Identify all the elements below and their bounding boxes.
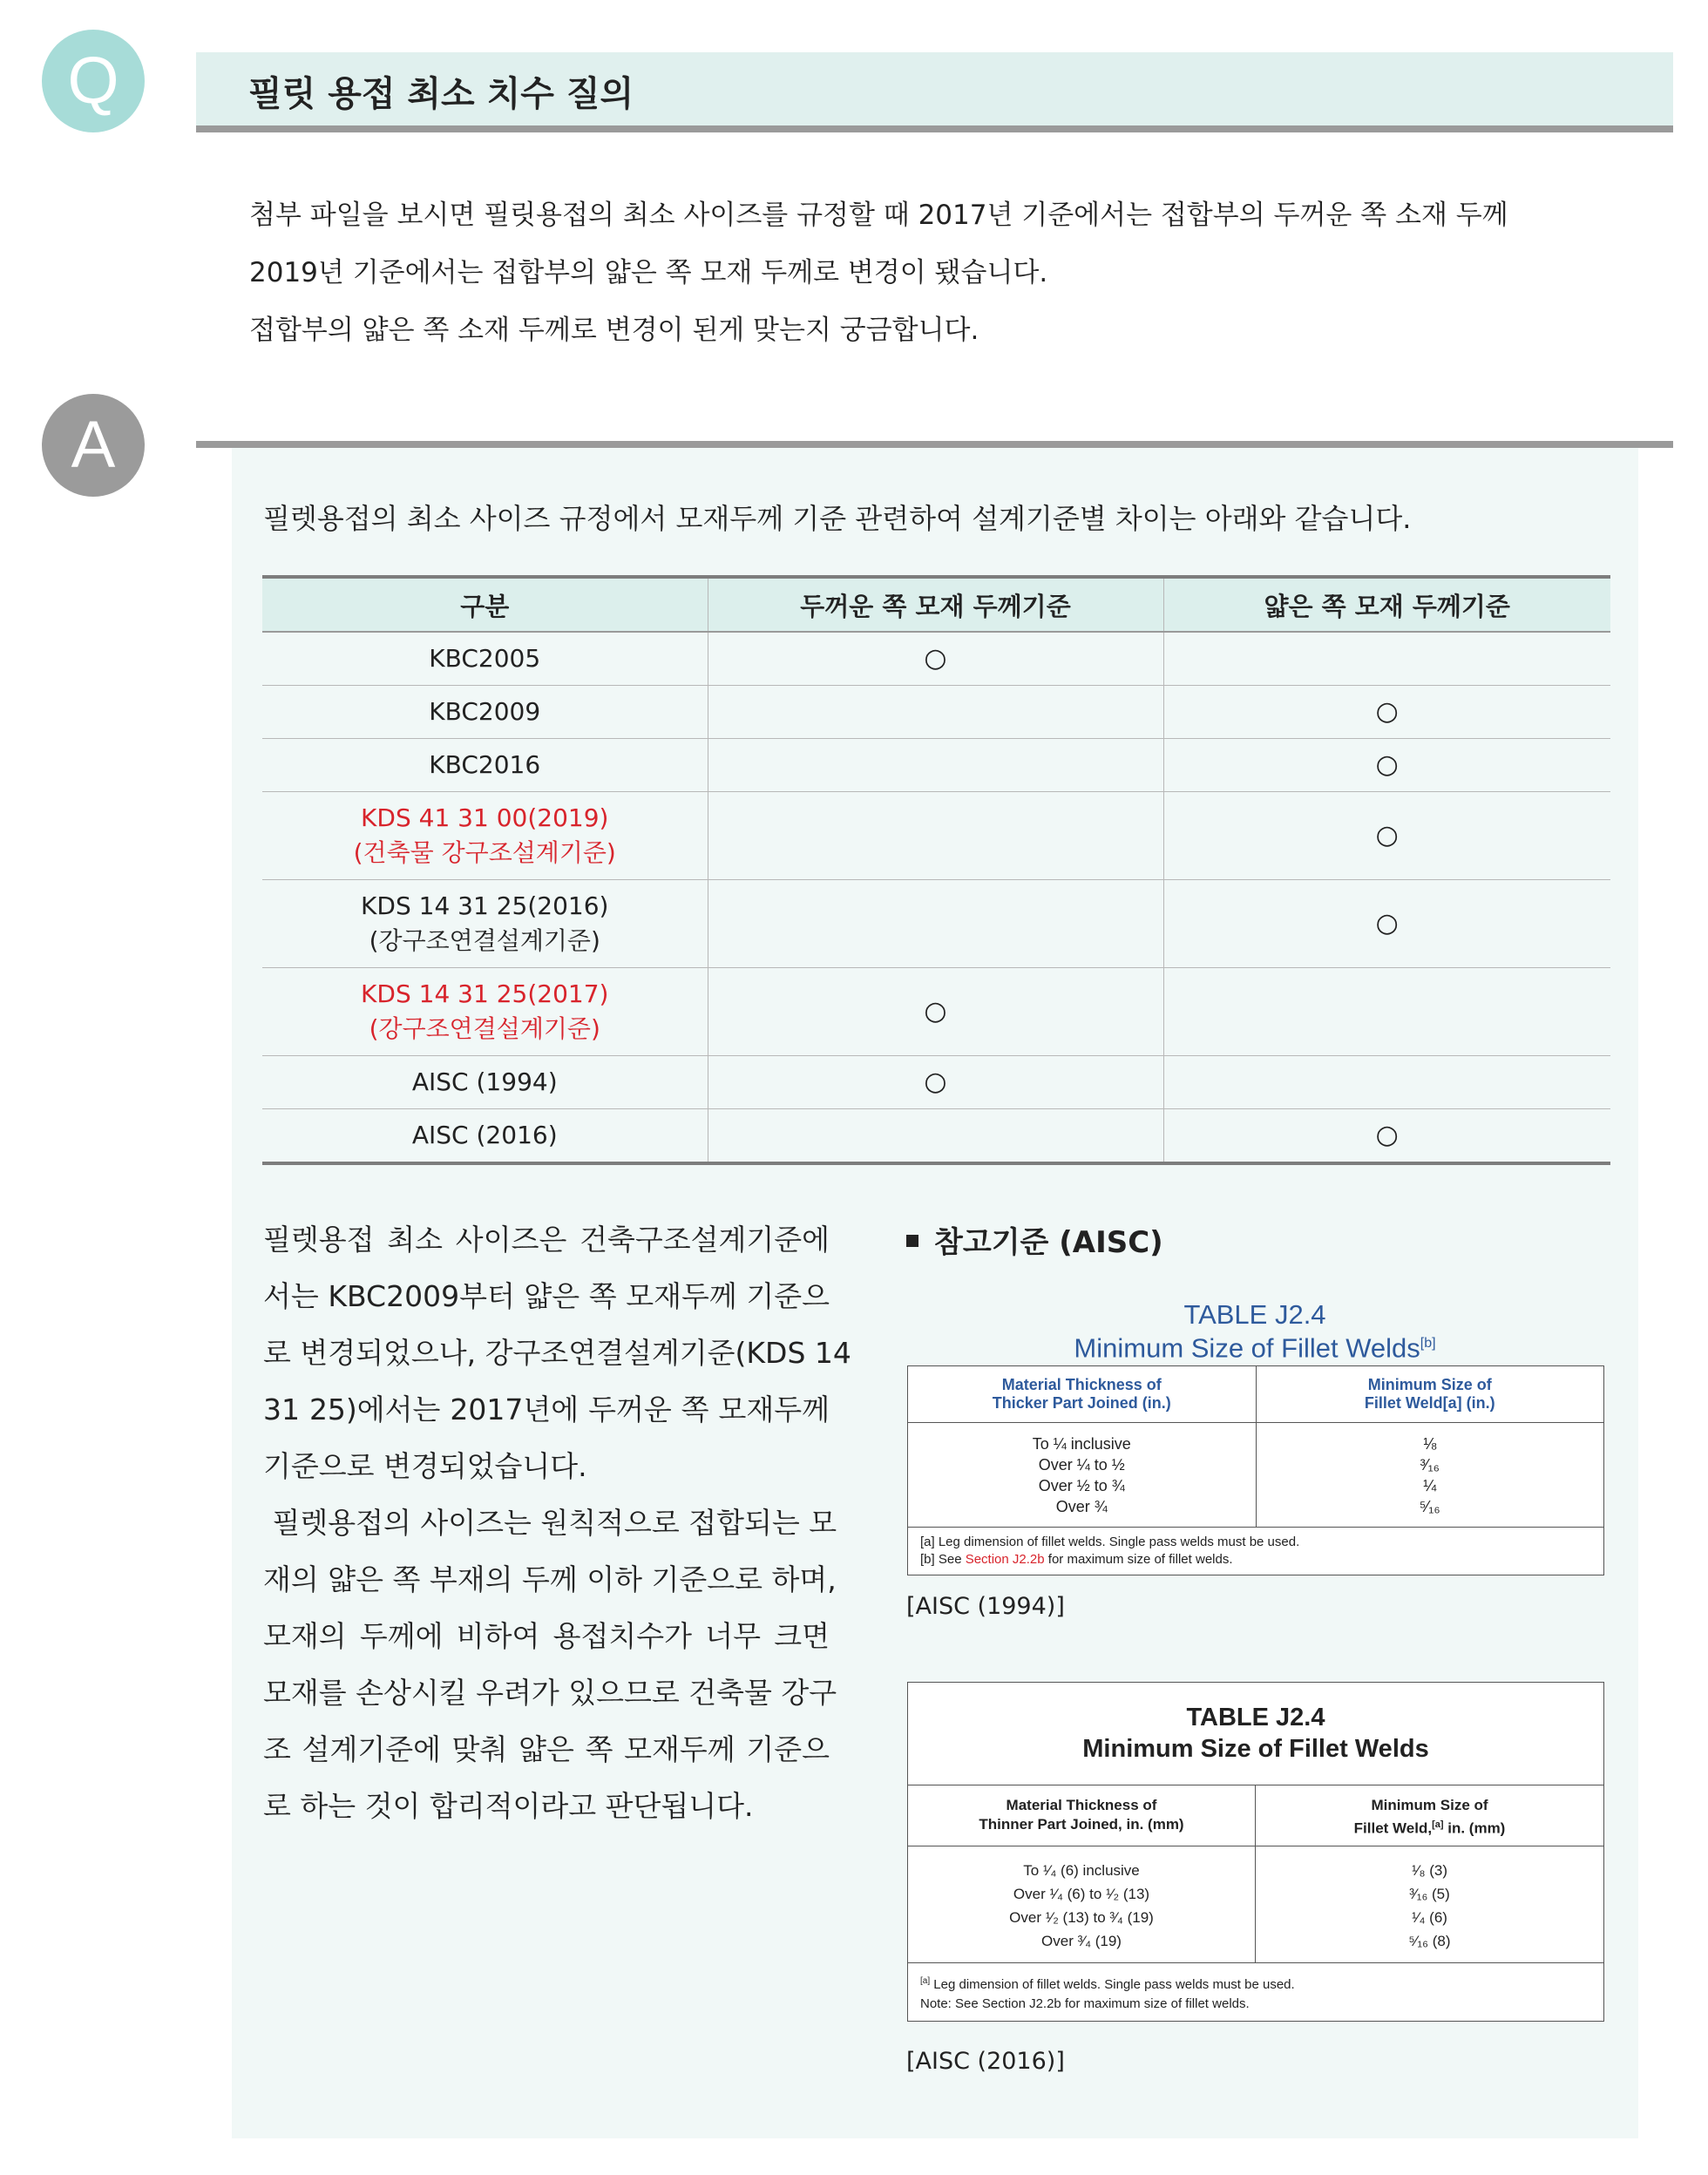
aisc2016-header [908,1785,1603,1846]
aisc2016-body [908,1846,1603,1963]
aisc2016-title: TABLE J2.4 Minimum Size of Fillet Welds [908,1683,1603,1785]
thick-mark [708,739,1163,792]
row-name: KBC2009 [262,686,708,739]
thick-mark [708,1109,1163,1164]
row-name-line1: KDS 14 31 25(2017) [361,979,609,1008]
aisc2016-weld-values: ¹⁄₈ (3) ³⁄₁₆ (5) ¹⁄₄ (6) ⁵⁄₁₆ (8) [1408,1862,1451,1949]
row-name [262,880,708,968]
row-name [262,968,708,1056]
aisc2016-col-thickness: Material Thickness of Thinner Part Joined, in. (mm) [908,1785,1256,1846]
standards-comparison-table [262,575,1610,1165]
table-row [262,792,1610,880]
table-row [262,880,1610,968]
aisc2016-notes: [a] Leg dimension of fillet welds. Single pass welds must be used. Note: See Section J2.2b for maximum size of fillet welds. [920,1976,1295,2011]
table-row [262,1109,1610,1164]
paragraph-line: 31 25)에서는 2017년에 두꺼운 쪽 모재두께 [263,1392,830,1426]
question-badge: Q [42,30,145,132]
thin-mark [1163,968,1610,1056]
question-line: 접합부의 얇은 쪽 소재 두께로 변경이 된게 맞는지 궁금합니다. [249,315,979,346]
table-row [262,739,1610,792]
question-body [249,186,1661,359]
reference-title [906,1218,1163,1261]
row-name-line2: (강구조연결설계기준) [369,926,600,955]
aisc1994-thickness-values: To ¼ inclusive Over ¼ to ½ Over ½ to ¾ Over ¾ [908,1423,1257,1528]
paragraph-line: 필렛용접 최소 사이즈은 건축구조설계기준에 [263,1223,830,1257]
row-name: KBC2016 [262,739,708,792]
thin-mark [1163,632,1610,686]
thick-mark: ○ [708,968,1163,1056]
aisc1994-title-line1: TABLE J2.4 [1183,1299,1326,1330]
aisc1994-title-line2: Minimum Size of Fillet Welds[b] [1074,1332,1436,1364]
row-name-line2: (강구조연결설계기준) [369,1014,600,1043]
header-thinner: 얇은 쪽 모재 두께기준 [1163,577,1610,632]
thin-mark: ○ [1163,880,1610,968]
thick-mark [708,792,1163,880]
row-name [262,792,708,880]
aisc1994-col-weld: Minimum Size of Fillet Weld[a] (in.) [1256,1366,1604,1423]
header-thicker: 두꺼운 쪽 모재 두께기준 [708,577,1163,632]
row-name: AISC (1994) [262,1056,708,1109]
table-row [262,632,1610,686]
paragraph-line: 서는 KBC2009부터 얇은 쪽 모재두께 기준으 [263,1279,830,1313]
row-name-line1: KDS 41 31 00(2019) [361,803,609,832]
aisc2016-col-weld: Minimum Size of Fillet Weld,[a] in. (mm) [1353,1797,1506,1837]
aisc2016-table [907,1682,1604,2022]
thick-mark [708,686,1163,739]
aisc1994-table [907,1365,1604,1575]
aisc1994-weld-values: ⅛ ³⁄₁₆ ¼ ⁵⁄₁₆ [1256,1423,1604,1528]
thin-mark: ○ [1163,686,1610,739]
square-bullet-icon [906,1235,918,1247]
paragraph-line: 필렛용접의 사이즈는 원칙적으로 접합되는 모 [263,1506,837,1540]
paragraph-line: 기준으로 변경되었습니다. [263,1449,587,1483]
question-header [196,52,1673,132]
aisc2016-thickness-values: To ¹⁄₄ (6) inclusive Over ¹⁄₄ (6) to ¹⁄₂ (13) Over ¹⁄₂ (13) to ³⁄₄ (19) Over ³⁄₄ (19) [908,1846,1256,1962]
aisc2016-caption: [AISC (2016)] [906,2048,1065,2075]
row-name-line1: KDS 14 31 25(2016) [361,891,609,920]
aisc1994-notes: [a] Leg dimension of fillet welds. Single pass welds must be used. [b] See Section J2.2b for maximum size of fillet welds. [908,1528,1604,1575]
row-name: AISC (2016) [262,1109,708,1164]
paragraph-line: 조 설계기준에 맞춰 얇은 쪽 모재두께 기준으 [263,1732,830,1766]
thin-mark [1163,1056,1610,1109]
question-line: 첨부 파일을 보시면 필릿용접의 최소 사이즈를 규정할 때 2017년 기준에서는 접합부의 두꺼운 쪽 소재 두께 [249,200,1508,231]
thin-mark: ○ [1163,1109,1610,1164]
aisc1994-title [906,1300,1603,1362]
paragraph-line: 모재의 두께에 비하여 용접치수가 너무 크면 [263,1619,830,1653]
aisc1994-col-thickness: Material Thickness of Thicker Part Joined (in.) [908,1366,1257,1423]
answer-paragraph [263,1211,851,1834]
paragraph-line: 로 변경되었으나, 강구조연결설계기준(KDS 14 [263,1336,851,1370]
row-name: KBC2005 [262,632,708,686]
thick-mark: ○ [708,1056,1163,1109]
header-category: 구분 [262,577,708,632]
table-row [262,968,1610,1056]
thick-mark [708,880,1163,968]
thin-mark: ○ [1163,739,1610,792]
row-name-line2: (건축물 강구조설계기준) [353,838,616,867]
question-title: 필릿 용접 최소 치수 질의 [248,74,634,114]
answer-intro: 필렛용접의 최소 사이즈 규정에서 모재두께 기준 관련하여 설계기준별 차이는 아래와 같습니다. [263,502,1412,535]
aisc1994-caption: [AISC (1994)] [906,1593,1065,1620]
thick-mark: ○ [708,632,1163,686]
reference-title-text: 참고기준 (AISC) [934,1225,1163,1260]
answer-rule [196,441,1673,448]
paragraph-line: 모재를 손상시킬 우려가 있으므로 건축물 강구 [263,1676,837,1710]
paragraph-line: 로 하는 것이 합리적이라고 판단됩니다. [263,1789,754,1823]
thin-mark: ○ [1163,792,1610,880]
table-row [262,686,1610,739]
paragraph-line: 재의 얇은 쪽 부재의 두께 이하 기준으로 하며, [263,1562,837,1596]
answer-badge: A [42,394,145,497]
question-line: 2019년 기준에서는 접합부의 얇은 쪽 모재 두께로 변경이 됐습니다. [249,257,1048,288]
table-row [262,1056,1610,1109]
